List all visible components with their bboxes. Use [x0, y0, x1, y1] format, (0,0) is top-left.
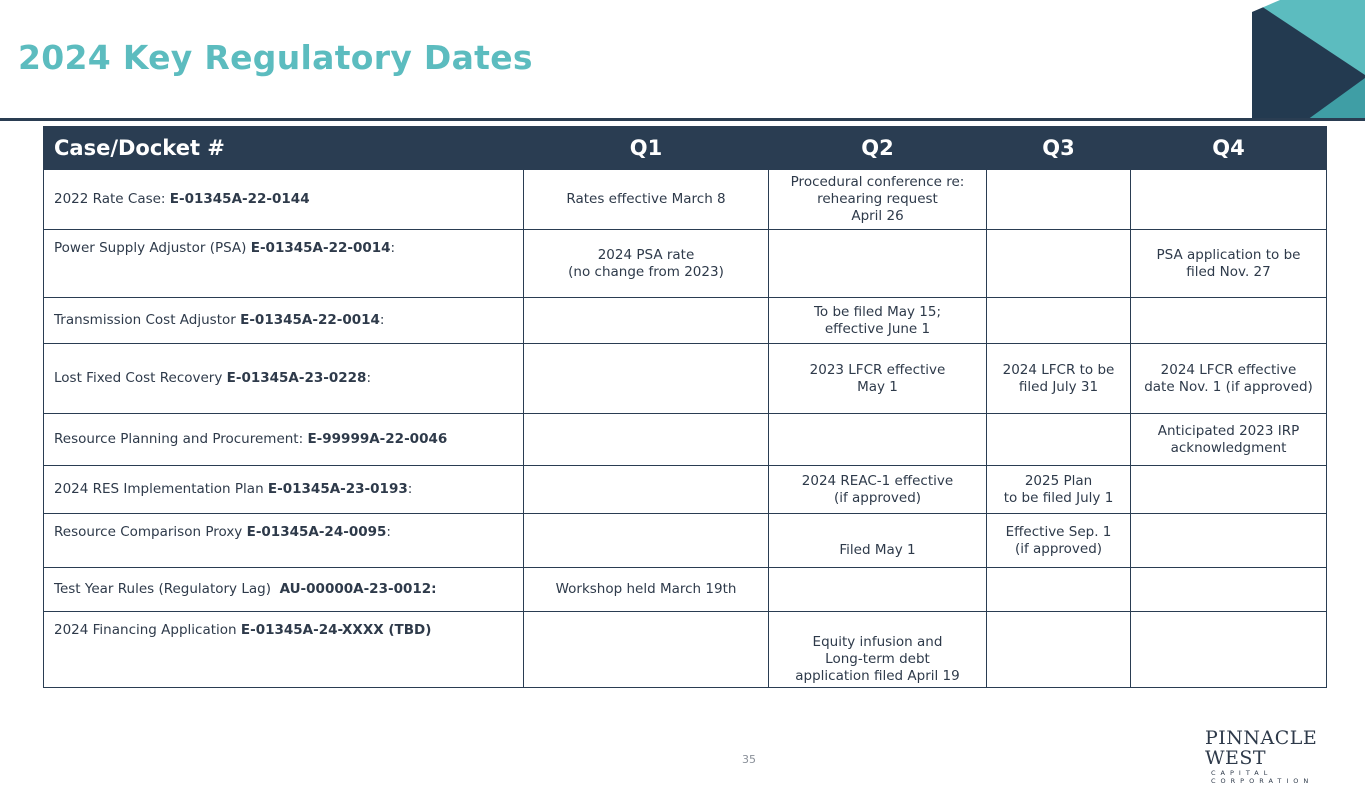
q3-cell: [987, 414, 1131, 466]
q3-cell: [987, 514, 1131, 568]
case-label: Resource Comparison Proxy: [54, 524, 247, 540]
q1-cell: [524, 170, 769, 230]
q4-cell: [1131, 466, 1327, 514]
q2-cell: [769, 298, 987, 344]
q2-cell-line: Long-term debt: [825, 651, 930, 667]
q3-cell-line: Effective Sep. 1: [1005, 523, 1112, 540]
case-cell: [44, 344, 524, 414]
q2-cell: [769, 414, 987, 466]
case-label: Resource Planning and Procurement:: [54, 431, 308, 447]
case-suffix: :: [390, 240, 396, 256]
case-label: Power Supply Adjustor (PSA): [54, 240, 251, 256]
case-label: Test Year Rules (Regulatory Lag): [54, 581, 280, 597]
q1-cell-line: (no change from 2023): [568, 263, 724, 280]
q3-cell: [987, 170, 1131, 230]
case-cell: [44, 170, 524, 230]
page-number: 35: [742, 753, 756, 766]
column-header-q1: Q1: [524, 127, 769, 170]
docket-number: AU-00000A-23-0012:: [279, 581, 437, 597]
company-logo: [1205, 728, 1355, 785]
column-header-q3: Q3: [987, 127, 1131, 170]
case-label: Transmission Cost Adjustor: [54, 312, 241, 328]
q2-cell-line: effective June 1: [824, 320, 931, 337]
q2-cell: [769, 344, 987, 414]
column-header-case: Case/Docket #: [44, 127, 524, 170]
docket-number: E-01345A-22-0014: [240, 312, 380, 328]
q3-cell-line: (if approved): [1014, 540, 1103, 557]
q1-cell: [524, 414, 769, 466]
q3-cell-line: 2024 LFCR to be: [1002, 361, 1115, 378]
q2-cell-line: (if approved): [833, 489, 922, 506]
q2-cell: [769, 230, 987, 298]
column-header-q2: Q2: [769, 127, 987, 170]
q1-cell: [524, 230, 769, 298]
table-row: [44, 466, 1327, 514]
q1-cell: [524, 466, 769, 514]
q2-cell-line: Equity infusion and: [812, 634, 943, 650]
docket-number: E-01345A-24-XXXX (TBD): [240, 622, 432, 638]
table-body: [44, 170, 1327, 688]
logo-tagline: CAPITAL CORPORATION: [1211, 769, 1314, 785]
case-label: 2024 RES Implementation Plan: [54, 481, 268, 497]
q3-cell: [987, 230, 1131, 298]
case-cell: [44, 612, 524, 688]
table-header-row: [44, 127, 1327, 170]
case-suffix: :: [379, 312, 385, 328]
case-label: 2022 Rate Case:: [54, 191, 170, 207]
q1-cell: [524, 344, 769, 414]
q3-cell-line: 2025 Plan: [1024, 472, 1093, 489]
q2-cell: [769, 568, 987, 612]
q2-cell: [769, 612, 987, 688]
q4-cell-line: Anticipated 2023 IRP: [1157, 422, 1300, 439]
corner-decoration: [1252, 0, 1365, 120]
table-row: [44, 344, 1327, 414]
q2-cell: [769, 170, 987, 230]
q4-cell-line: 2024 LFCR effective: [1160, 361, 1297, 378]
q1-cell: [524, 298, 769, 344]
q4-cell-line: PSA application to be: [1156, 246, 1301, 263]
docket-number: E-01345A-23-0193: [267, 481, 408, 497]
page-title: 2024 Key Regulatory Dates: [18, 38, 533, 77]
q3-cell: [987, 568, 1131, 612]
case-cell: [44, 298, 524, 344]
q3-cell: [987, 298, 1131, 344]
q2-cell-line: rehearing request: [817, 191, 938, 207]
q4-cell: [1131, 230, 1327, 298]
q3-cell-line: to be filed July 1: [1003, 489, 1114, 506]
table-row: [44, 230, 1327, 298]
q4-cell: [1131, 344, 1327, 414]
q2-cell: [769, 466, 987, 514]
q2-cell-line: application filed April 19: [795, 668, 960, 684]
case-label: Lost Fixed Cost Recovery: [54, 370, 227, 386]
q2-cell-line: 2023 LFCR effective: [809, 361, 946, 378]
table-row: [44, 568, 1327, 612]
q2-cell-line: To be filed May 15;: [813, 303, 942, 320]
case-suffix: :: [386, 524, 391, 540]
q2-cell-line: April 26: [851, 208, 904, 224]
q1-cell-line: Rates effective March 8: [566, 191, 726, 207]
q4-cell-line: acknowledgment: [1170, 439, 1287, 456]
column-header-q4: Q4: [1131, 127, 1327, 170]
docket-number: E-99999A-22-0046: [307, 431, 448, 447]
q4-cell-line: filed Nov. 27: [1186, 263, 1271, 280]
table-row: [44, 170, 1327, 230]
docket-number: E-01345A-22-0014: [250, 240, 391, 256]
case-cell: [44, 466, 524, 514]
case-cell: [44, 514, 524, 568]
q3-cell: [987, 344, 1131, 414]
q4-cell: [1131, 170, 1327, 230]
table-row: [44, 612, 1327, 688]
q2-cell-line: Procedural conference re:: [790, 174, 965, 190]
q2-cell-line: 2024 REAC-1 effective: [801, 472, 954, 489]
case-label: 2024 Financing Application: [54, 622, 241, 638]
regulatory-dates-table: [43, 126, 1327, 688]
case-suffix: :: [407, 481, 413, 497]
q4-cell-line: date Nov. 1 (if approved): [1144, 378, 1313, 395]
q3-cell: [987, 612, 1131, 688]
q2-cell: [769, 514, 987, 568]
q4-cell: [1131, 298, 1327, 344]
q2-cell-line: May 1: [857, 378, 898, 395]
case-suffix: :: [366, 370, 372, 386]
logo-wordmark: PINNACLE WEST: [1205, 727, 1318, 769]
q3-cell-line: filed July 31: [1018, 378, 1099, 395]
table-row: [44, 514, 1327, 568]
q3-cell: [987, 466, 1131, 514]
header-divider: [0, 118, 1365, 121]
docket-number: E-01345A-22-0144: [169, 191, 310, 207]
q1-cell-line: 2024 PSA rate: [597, 246, 695, 263]
docket-number: E-01345A-23-0228: [226, 370, 367, 386]
docket-number: E-01345A-24-0095: [246, 524, 387, 540]
q1-cell: [524, 612, 769, 688]
q1-cell: [524, 568, 769, 612]
q2-cell-line: Filed May 1: [839, 542, 916, 558]
q4-cell: [1131, 612, 1327, 688]
q4-cell: [1131, 568, 1327, 612]
q1-cell-line: Workshop held March 19th: [555, 581, 737, 597]
table-row: [44, 298, 1327, 344]
q4-cell: [1131, 414, 1327, 466]
case-cell: [44, 230, 524, 298]
case-cell: [44, 414, 524, 466]
case-cell: [44, 568, 524, 612]
table-row: [44, 414, 1327, 466]
q1-cell: [524, 514, 769, 568]
q4-cell: [1131, 514, 1327, 568]
